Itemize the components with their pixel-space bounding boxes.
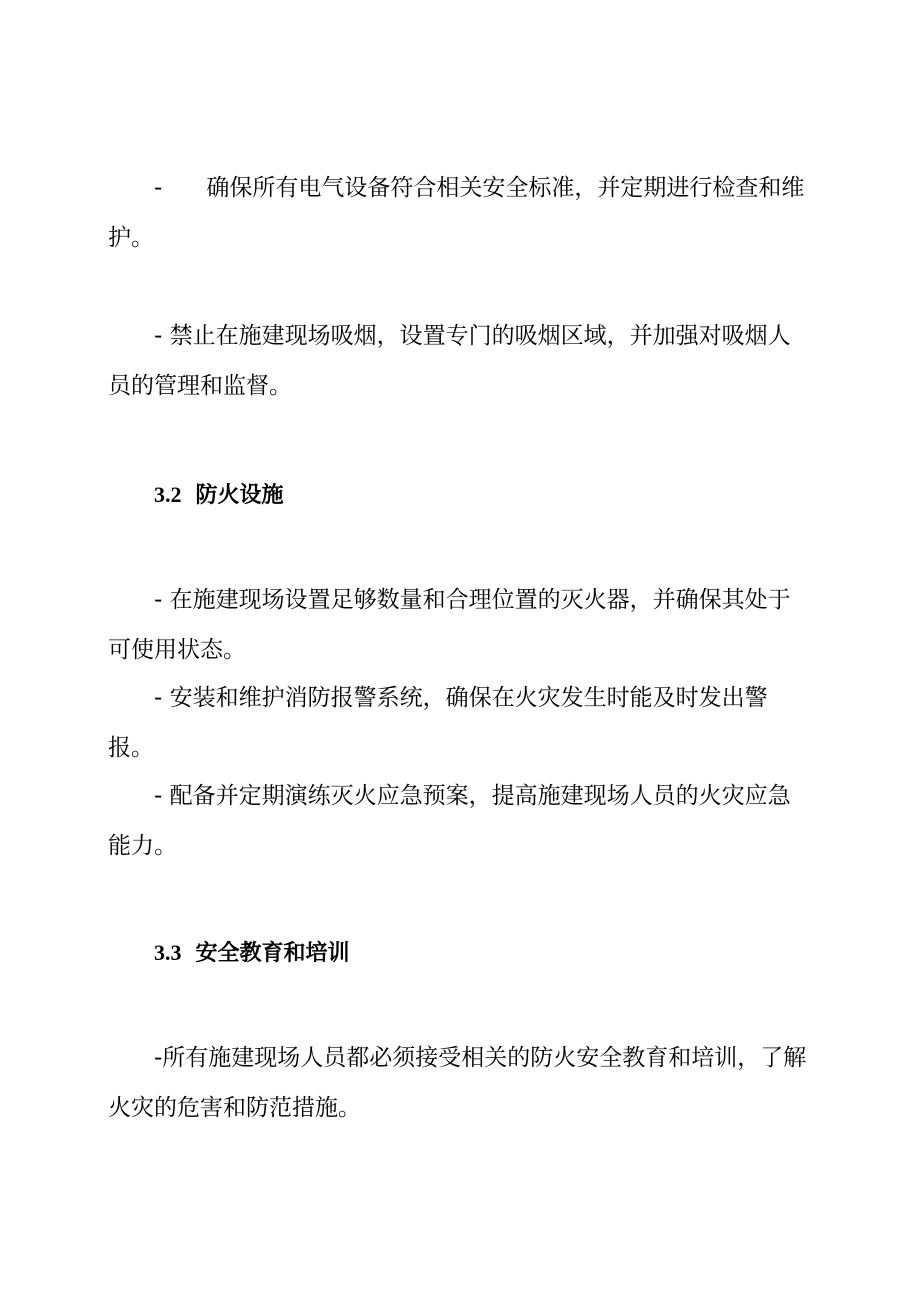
paragraph-safety-training: -所有施建现场人员都必须接受相关的防火安全教育和培训，了解火灾的危害和防范措施。 bbox=[108, 1045, 807, 1121]
paragraph-electrical-equipment bbox=[108, 163, 808, 263]
paragraph-no-smoking: - 禁止在施建现场吸烟，设置专门的吸烟区域，并加强对吸烟人员的管理和监督。 bbox=[108, 323, 791, 399]
paragraph-alarm-system: - 安装和维护消防报警系统，确保在火灾发生时能及时发出警报。 bbox=[108, 685, 768, 761]
section-heading-3-2 bbox=[154, 480, 284, 511]
paragraph-extinguishers: - 在施建现场设置足够数量和合理位置的灭火器，并确保其处于可使用状态。 bbox=[108, 587, 791, 663]
section-title: 防火设施 bbox=[195, 483, 284, 508]
section-title: 安全教育和培训 bbox=[195, 941, 350, 966]
section-number: 3.3 bbox=[154, 940, 182, 965]
section-number: 3.2 bbox=[154, 482, 182, 507]
paragraph-emergency-plan: - 配备并定期演练灭火应急预案，提高施建现场人员的火灾应急能力。 bbox=[108, 783, 791, 859]
list-dash: - bbox=[154, 175, 163, 201]
paragraph-text: 确保所有电气设备符合相关安全标准，并定期进行检查和维护。 bbox=[108, 175, 805, 251]
section-heading-3-3 bbox=[154, 938, 350, 969]
